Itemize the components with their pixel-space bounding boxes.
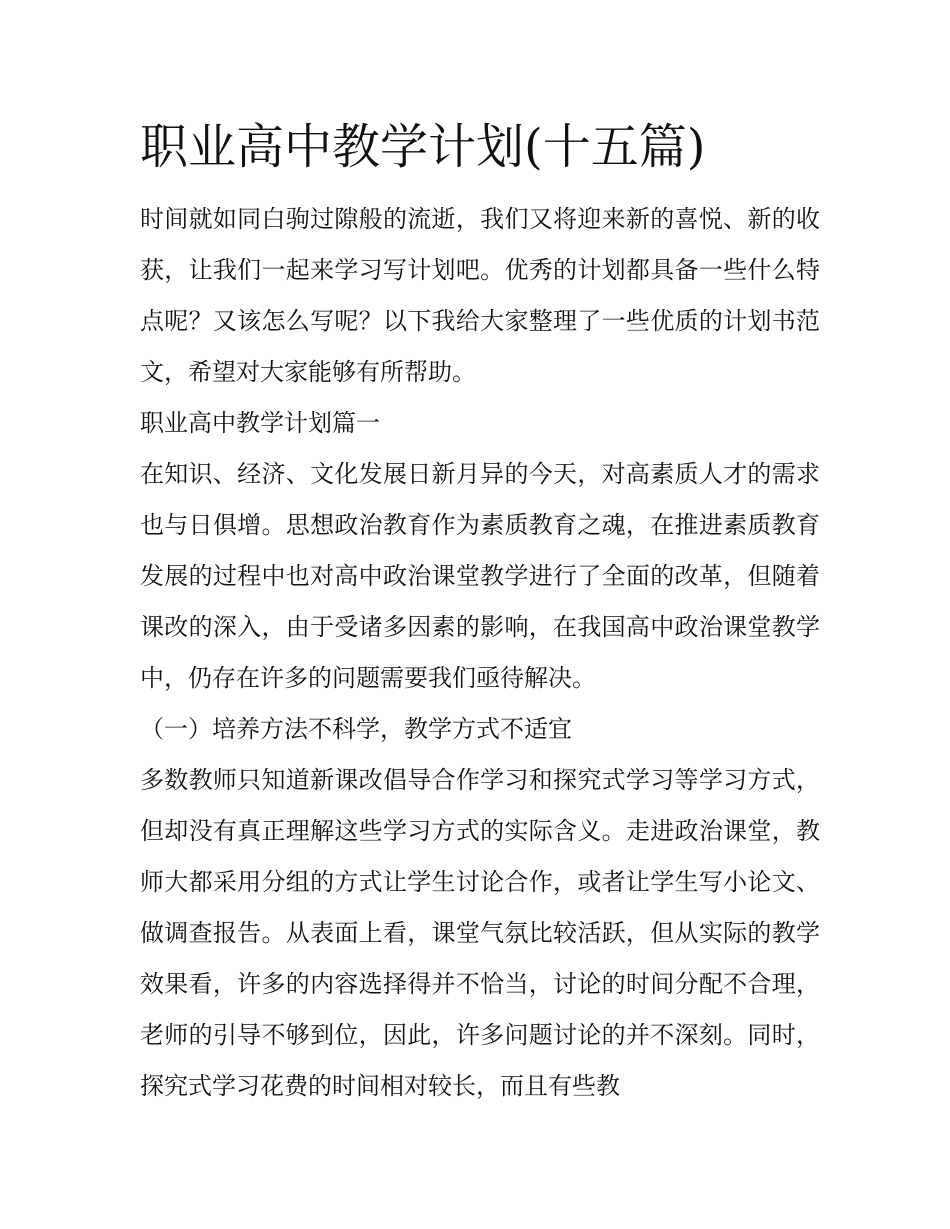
document-title: 职业高中教学计划(十五篇)	[140, 119, 706, 175]
subheading: （一）培养方法不科学，教学方式不适宜	[140, 715, 572, 743]
document-page	[140, 112, 820, 1112]
intro-paragraph: 时间就如同白驹过隙般的流逝，我们又将迎来新的喜悦、新的收获，让我们一起来学习写计划吧。优秀的计划都具备一些什么特点呢？又该怎么写呢？以下我给大家整理了一些优质的计划书范文，希望对大家能够有所帮助。	[140, 205, 820, 386]
section-heading: 职业高中教学计划篇一	[140, 409, 380, 437]
body-paragraph-2: 多数教师只知道新课改倡导合作学习和探究式学习等学习方式，但却没有真正理解这些学习方式的实际含义。走进政治课堂，教师大都采用分组的方式让学生讨论合作，或者让学生写小论文、做调查报告。从表面上看，课堂气氛比较活跃，但从实际的教学效果看，许多的内容选择得并不恰当，讨论的时间分配不合理，老师的引导不够到位，因此，许多问题讨论的并不深刻。同时，探究式学习花费的时间相对较长，而且有些教	[140, 766, 820, 1100]
body-paragraph: 在知识、经济、文化发展日新月异的今天，对高素质人才的需求也与日俱增。思想政治教育作为素质教育之魂，在推进素质教育发展的过程中也对高中政治课堂教学进行了全面的改革，但随着课改的深入，由于受诸多因素的影响，在我国高中政治课堂教学中，仍存在许多的问题需要我们亟待解决。	[140, 460, 820, 692]
